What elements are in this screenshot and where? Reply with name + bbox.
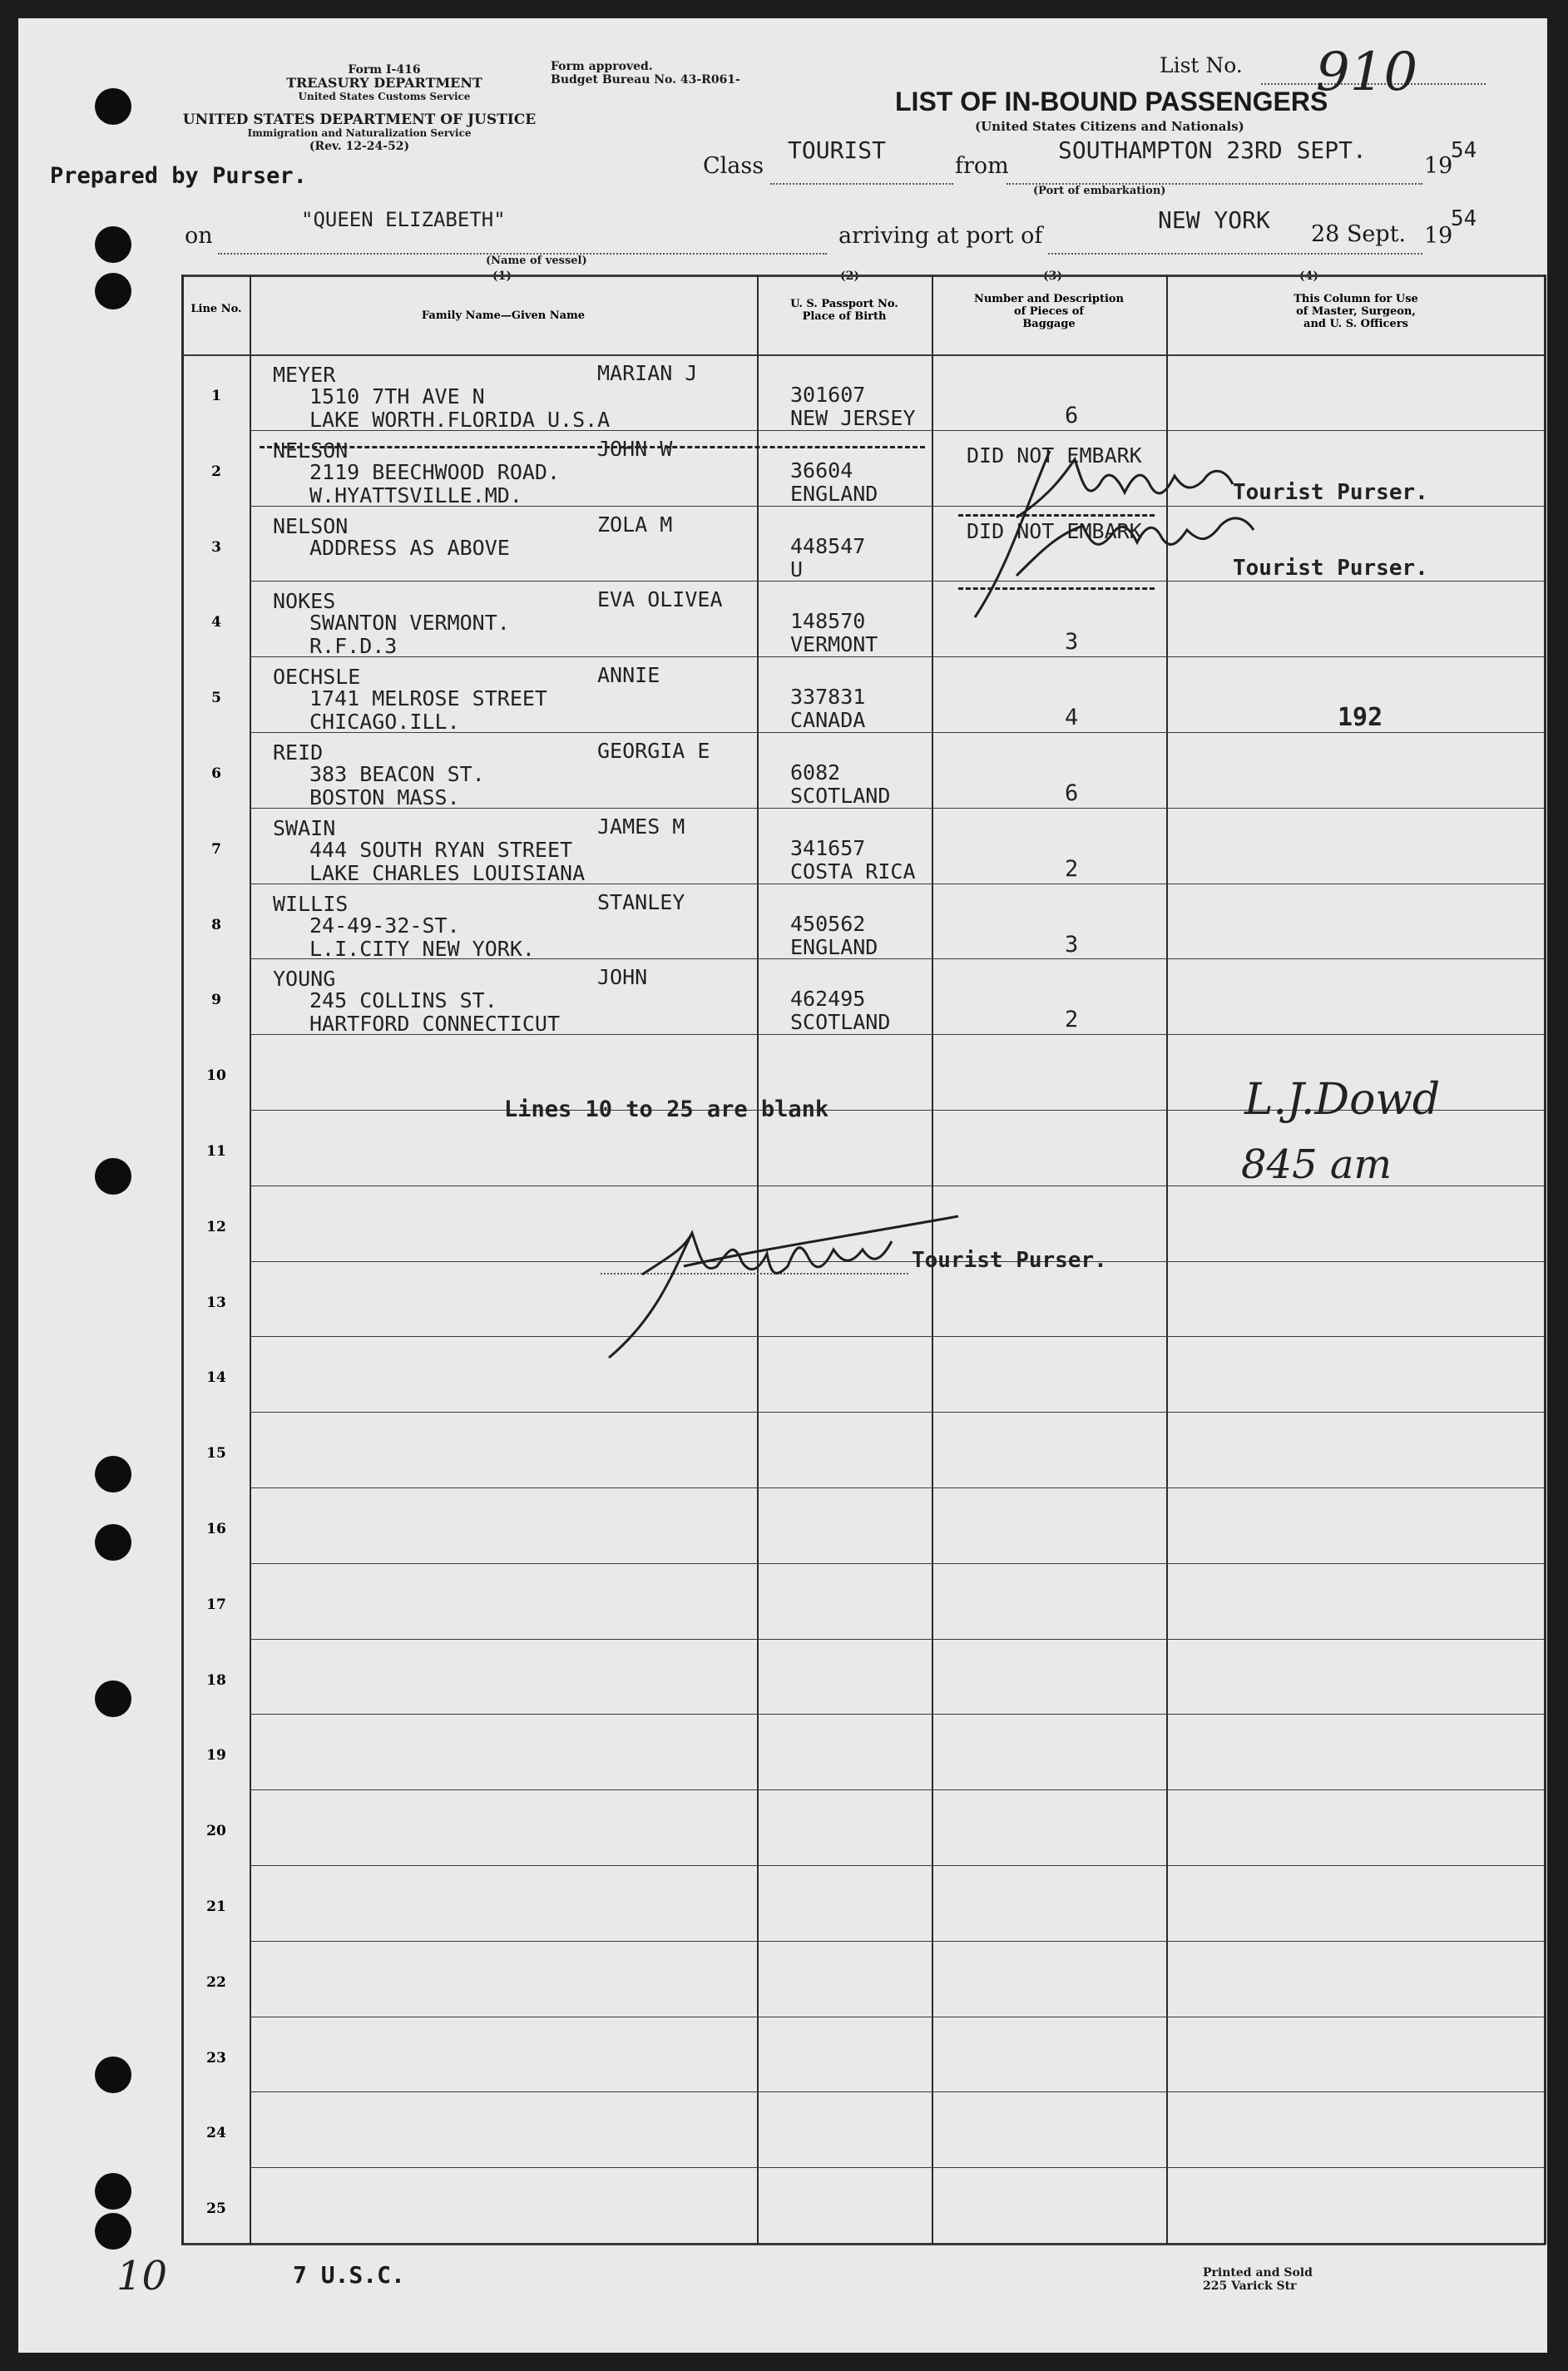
- passport-number: 36604: [790, 458, 853, 483]
- class-value: TOURIST: [788, 136, 887, 164]
- line-number: 1: [211, 388, 221, 404]
- col-header-baggage-line: Number and Description: [973, 293, 1125, 305]
- from-value: SOUTHAMPTON 23RD SEPT.: [1058, 136, 1367, 164]
- binder-hole: [95, 273, 131, 309]
- baggage-count: 3: [1065, 629, 1079, 655]
- col-divider-1: [250, 275, 251, 2245]
- passport-number: 6082: [790, 760, 841, 785]
- passenger-surname: SWAIN: [273, 816, 336, 840]
- col-header-baggage: [933, 293, 1165, 330]
- passenger-address: 24-49-32-ST.: [309, 913, 460, 938]
- officer-note: Tourist Purser.: [1233, 556, 1428, 581]
- passport-number: 462495: [790, 987, 866, 1011]
- passport-number: 148570: [790, 609, 866, 633]
- line-number: 6: [211, 765, 221, 782]
- passport-number: 448547: [790, 534, 866, 558]
- port-embarkation-caption: (Port of embarkation): [1033, 185, 1166, 197]
- col-header-line-no: Line No.: [190, 303, 242, 315]
- place-of-birth: VERMONT: [790, 632, 878, 656]
- passenger-given-name: JAMES M: [597, 814, 685, 839]
- binder-hole: [95, 1158, 131, 1195]
- passenger-city: L.I.CITY NEW YORK.: [309, 937, 535, 961]
- col-header-name: Family Name—Given Name: [421, 309, 586, 322]
- revision-date: (Rev. 12-24-52): [309, 140, 410, 153]
- from-label: from: [955, 153, 1009, 179]
- table-header-border: [181, 354, 1546, 356]
- usc-footer: 7 U.S.C.: [293, 2261, 405, 2289]
- passport-number: 450562: [790, 912, 866, 936]
- table-bottom-border: [181, 2243, 1546, 2245]
- col-header-passport-line: U. S. Passport No.: [790, 298, 898, 310]
- printer-line: Printed and Sold: [1203, 2266, 1313, 2279]
- passport-number: 301607: [790, 383, 866, 407]
- form-number-block: [268, 63, 501, 103]
- page-subtitle: (United States Citizens and Nationals): [975, 119, 1244, 134]
- passenger-given-name: GEORGIA E: [597, 739, 710, 763]
- class-label: Class: [703, 153, 764, 179]
- place-of-birth: SCOTLAND: [790, 784, 891, 808]
- row-divider: [250, 1487, 1546, 1488]
- baggage-count: DID NOT EMBARK: [967, 443, 1142, 468]
- table-left-border: [181, 275, 184, 2245]
- row-divider: [250, 1563, 1546, 1564]
- passenger-city: CHICAGO.ILL.: [309, 710, 460, 734]
- passenger-surname: NELSON: [273, 438, 349, 463]
- col-header-officers-line: and U. S. Officers: [1303, 318, 1408, 330]
- place-of-birth: ENGLAND: [790, 935, 878, 959]
- passenger-address: ADDRESS AS ABOVE: [309, 536, 510, 560]
- row-divider: [250, 1412, 1546, 1413]
- passenger-city: R.F.D.3: [309, 634, 398, 658]
- binder-hole: [95, 2057, 131, 2093]
- from-year-prefix: 19: [1424, 153, 1453, 179]
- arrival-line: [1048, 253, 1422, 255]
- passport-number: 337831: [790, 685, 866, 709]
- place-of-birth: NEW JERSEY: [790, 406, 916, 430]
- col-header-baggage-line: of Pieces of: [1013, 305, 1085, 318]
- officer-note-initials: L.J.Dowd: [1244, 1075, 1441, 1125]
- officer-note: Tourist Purser.: [1233, 480, 1428, 505]
- col-header-officers: [1168, 293, 1544, 330]
- printer-line: 225 Varick Str: [1203, 2279, 1297, 2293]
- line-number: 7: [211, 841, 221, 858]
- row-divider: [250, 1639, 1546, 1640]
- place-of-birth: SCOTLAND: [790, 1010, 891, 1034]
- passenger-given-name: ZOLA M: [597, 512, 673, 537]
- department-name: TREASURY DEPARTMENT: [286, 75, 482, 91]
- line-number: 21: [206, 1898, 226, 1915]
- passenger-address: 444 SOUTH RYAN STREET: [309, 838, 573, 862]
- line-number: 12: [206, 1219, 226, 1235]
- signature-caption: Tourist Purser.: [912, 1248, 1107, 1273]
- passenger-surname: WILLIS: [273, 892, 349, 916]
- line-number: 17: [206, 1596, 226, 1613]
- line-number: 15: [206, 1445, 226, 1462]
- passenger-address: 2119 BEECHWOOD ROAD.: [309, 460, 561, 484]
- baggage-count: DID NOT EMBARK: [967, 519, 1142, 543]
- passenger-surname: OECHSLE: [273, 665, 361, 689]
- passenger-given-name: JOHN W: [597, 437, 673, 461]
- page-title: LIST OF IN-BOUND PASSENGERS: [895, 87, 1328, 116]
- binder-hole: [95, 226, 131, 263]
- passenger-surname: MEYER: [273, 363, 336, 387]
- binder-hole: [95, 2213, 131, 2250]
- line-number: 20: [206, 1823, 226, 1839]
- vessel-caption: (Name of vessel): [486, 255, 587, 267]
- passenger-address: 383 BEACON ST.: [309, 762, 485, 786]
- list-no-value: 910: [1316, 42, 1418, 103]
- passenger-given-name: ANNIE: [597, 663, 660, 687]
- passenger-given-name: EVA OLIVEA: [597, 587, 723, 611]
- purser-signature: [592, 1166, 1025, 1383]
- row-divider: [250, 1941, 1546, 1942]
- row-divider: [250, 1789, 1546, 1790]
- row-divider: [250, 1865, 1546, 1866]
- passenger-city: W.HYATTSVILLE.MD.: [309, 483, 522, 507]
- col-header-officers-line: of Master, Surgeon,: [1296, 305, 1416, 318]
- from-year: 54: [1451, 138, 1477, 163]
- col-header-officers-line: This Column for Use: [1293, 293, 1418, 305]
- line-number: 8: [211, 917, 221, 933]
- line-number: 4: [211, 614, 221, 631]
- arrival-year-prefix: 19: [1424, 223, 1453, 249]
- line-number: 11: [206, 1143, 226, 1160]
- col-header-baggage-line: Baggage: [1022, 318, 1076, 330]
- passenger-surname: YOUNG: [273, 967, 336, 991]
- approval-line: Form approved.: [551, 60, 653, 73]
- baggage-count: 2: [1065, 856, 1079, 882]
- col-header-passport: [759, 298, 930, 323]
- arriving-label: arriving at port of: [838, 223, 1043, 249]
- table-top-border: [181, 275, 1546, 277]
- budget-bureau-line: Budget Bureau No. 43-R061-: [551, 73, 740, 87]
- table-right-border: [1544, 275, 1546, 2245]
- passenger-city: LAKE WORTH.FLORIDA U.S.A: [309, 408, 611, 432]
- line-number: 13: [206, 1294, 226, 1311]
- row-divider: [250, 581, 1546, 582]
- line-number: 10: [206, 1067, 226, 1084]
- list-no-label: List No.: [1160, 53, 1243, 77]
- did-not-embark-signature: [958, 409, 1308, 626]
- passenger-address: 1510 7TH AVE N: [309, 384, 485, 408]
- passenger-given-name: STANLEY: [597, 890, 685, 914]
- binder-hole: [95, 1524, 131, 1561]
- passenger-city: LAKE CHARLES LOUISIANA: [309, 861, 586, 885]
- place-of-birth: ENGLAND: [790, 482, 878, 506]
- passenger-address: SWANTON VERMONT.: [309, 611, 510, 635]
- prepared-by: Prepared by Purser.: [50, 163, 307, 189]
- place-of-birth: COSTA RICA: [790, 859, 916, 884]
- binder-hole: [95, 88, 131, 125]
- passenger-address: 1741 MELROSE STREET: [309, 686, 547, 710]
- binder-hole: [95, 1456, 131, 1492]
- binder-hole: [95, 1680, 131, 1717]
- passenger-surname: NOKES: [273, 589, 336, 613]
- col-header-birth-line: Place of Birth: [802, 310, 887, 323]
- baggage-count: 3: [1065, 932, 1079, 958]
- baggage-count: 2: [1065, 1007, 1079, 1032]
- line-number: 16: [206, 1521, 226, 1537]
- arrival-port: NEW YORK: [1158, 206, 1270, 234]
- line-number: 24: [206, 2125, 226, 2141]
- approval-block: [551, 60, 742, 87]
- blank-lines-note: Lines 10 to 25 are blank: [504, 1096, 829, 1122]
- passenger-address: 245 COLLINS ST.: [309, 988, 497, 1012]
- row-divider: [250, 2167, 1546, 2168]
- margin-note: 10: [116, 2253, 168, 2299]
- printer-imprint: [1203, 2266, 1313, 2293]
- line-number: 22: [206, 1974, 226, 1991]
- line-number: 2: [211, 463, 221, 480]
- form-number: Form I-416: [348, 63, 421, 77]
- binder-hole: [95, 2173, 131, 2210]
- line-number: 23: [206, 2050, 226, 2067]
- line-number: 19: [206, 1747, 226, 1764]
- doj-block: [176, 113, 542, 153]
- line-number: 25: [206, 2200, 226, 2217]
- officer-note: 192: [1338, 703, 1383, 732]
- passenger-given-name: MARIAN J: [597, 361, 698, 385]
- line-number: 9: [211, 992, 221, 1008]
- passport-number: 341657: [790, 836, 866, 860]
- passenger-given-name: JOHN: [597, 965, 648, 989]
- arrival-date: 28 Sept.: [1311, 221, 1407, 247]
- line-number: 3: [211, 539, 221, 556]
- place-of-birth: U: [790, 557, 804, 582]
- strike-line: [260, 446, 925, 448]
- baggage-count: 6: [1065, 780, 1079, 806]
- line-number: 5: [211, 690, 221, 706]
- passenger-surname: NELSON: [273, 514, 349, 538]
- vessel-value: "QUEEN ELIZABETH": [301, 208, 506, 231]
- line-number: 18: [206, 1672, 226, 1689]
- document-page: [18, 18, 1547, 2353]
- passenger-city: HARTFORD CONNECTICUT: [309, 1012, 561, 1036]
- passenger-surname: REID: [273, 740, 324, 765]
- row-divider: [250, 1714, 1546, 1715]
- row-divider: [250, 2091, 1546, 2092]
- service-name: United States Customs Service: [298, 91, 471, 102]
- officer-note-time: 845 am: [1241, 1141, 1392, 1188]
- baggage-count: 4: [1065, 705, 1079, 730]
- class-line: [770, 183, 953, 185]
- on-label: on: [185, 223, 213, 249]
- passenger-city: BOSTON MASS.: [309, 785, 460, 809]
- arrival-year: 54: [1451, 206, 1477, 231]
- row-divider: [250, 656, 1546, 657]
- line-number: 14: [206, 1369, 226, 1386]
- ins-name: Immigration and Naturalization Service: [247, 127, 472, 139]
- baggage-count: 6: [1065, 403, 1079, 428]
- doj-name: UNITED STATES DEPARTMENT OF JUSTICE: [182, 111, 537, 128]
- place-of-birth: CANADA: [790, 708, 866, 732]
